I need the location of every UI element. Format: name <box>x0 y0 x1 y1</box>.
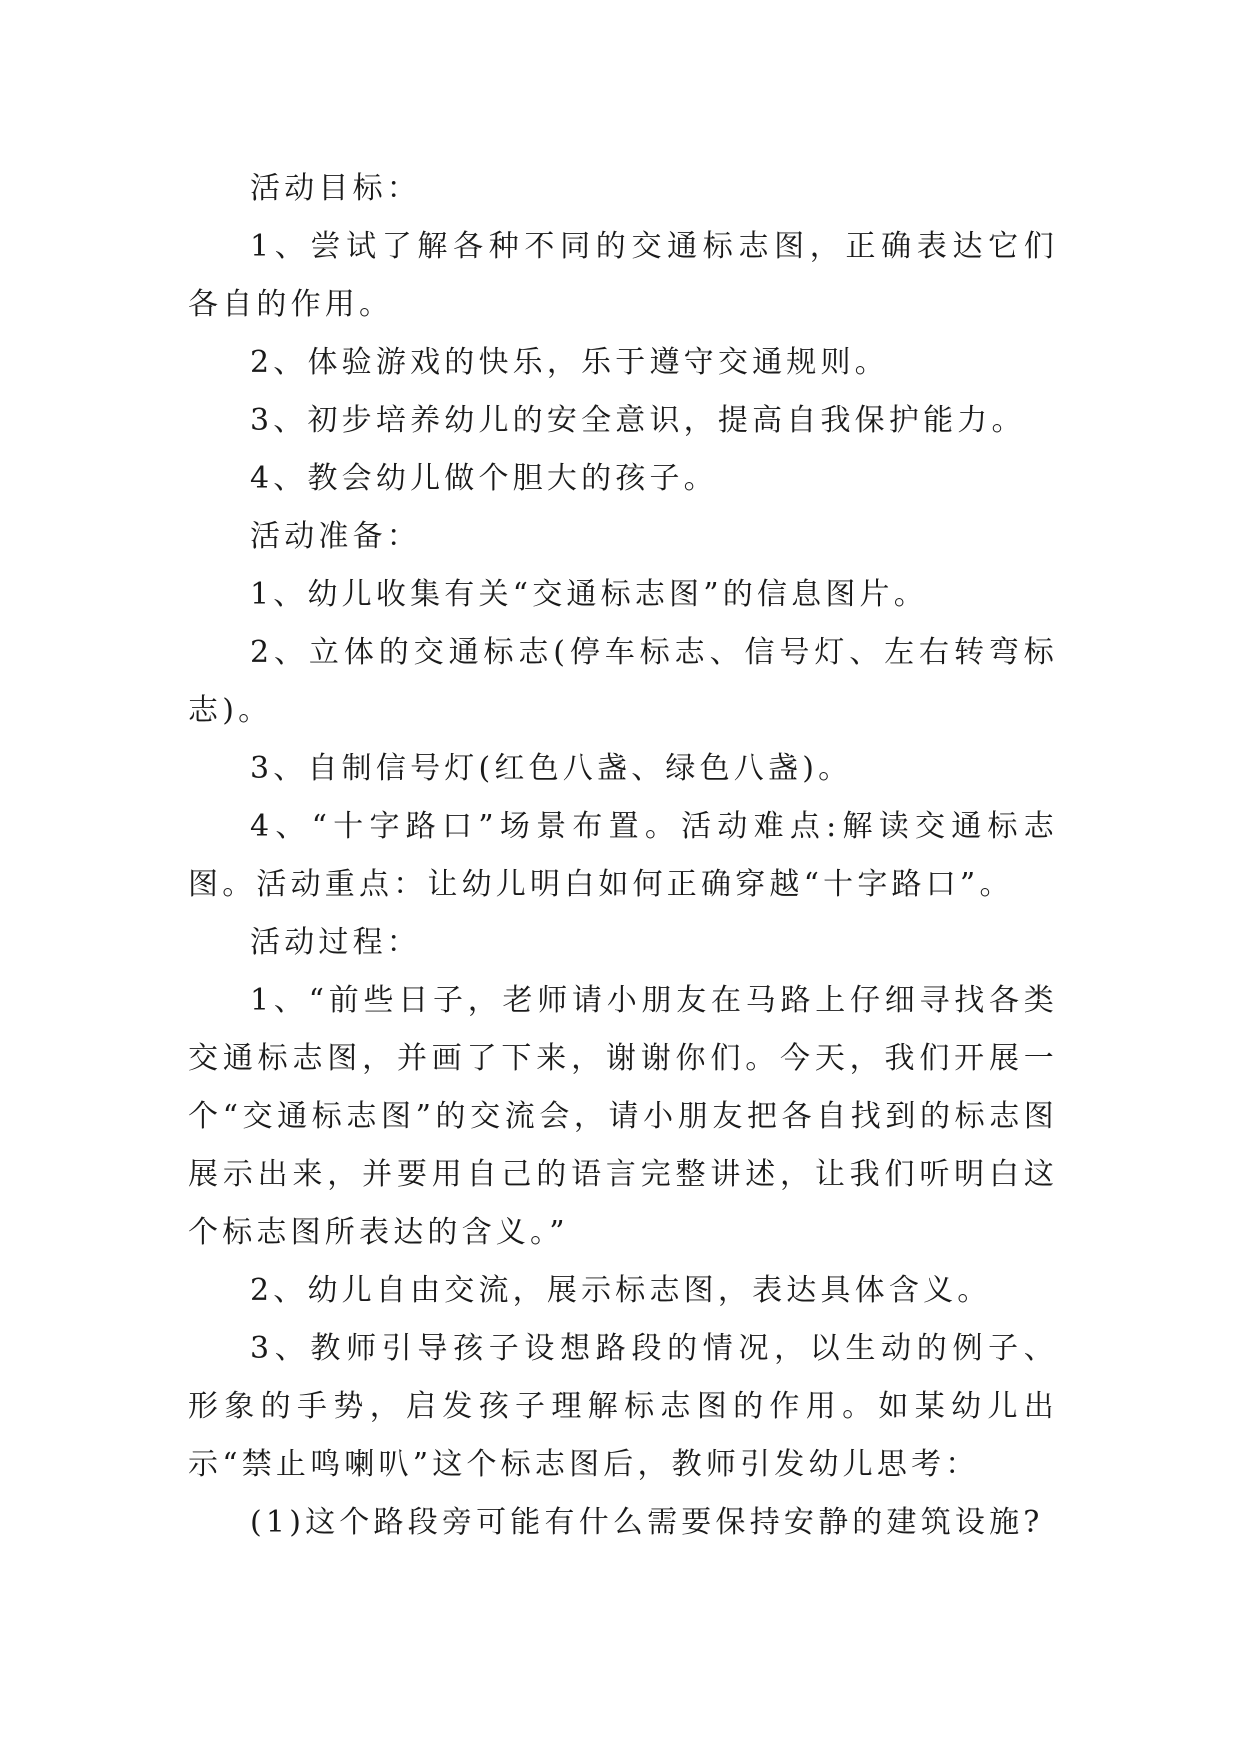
goal-item-4: 4、教会幼儿做个胆大的孩子。 <box>250 461 718 496</box>
document-body <box>188 160 1058 1552</box>
goal-item-1: 1、尝试了解各种不同的交通标志图，正确表达它们各自的作用。 <box>188 229 1058 322</box>
process-subitem-1: (1)这个路段旁可能有什么需要保持安静的建筑设施? <box>250 1505 1044 1540</box>
section-heading-process: 活动过程： <box>250 925 421 960</box>
process-item-1: 1、“前些日子，老师请小朋友在马路上仔细寻找各类交通标志图，并画了下来，谢谢你们。今天，我们开展一个“交通标志图”的交流会，请小朋友把各自找到的标志图展示出来，并要用自己的语言完整讲述，让我们听明白这个标志图所表达的含义。” <box>188 983 1058 1250</box>
preparation-item-3: 3、自制信号灯(红色八盏、绿色八盏)。 <box>250 751 853 786</box>
goal-item-3: 3、初步培养幼儿的安全意识，提高自我保护能力。 <box>250 403 1026 438</box>
process-item-3: 3、教师引导孩子设想路段的情况，以生动的例子、形象的手势，启发孩子理解标志图的作用。如某幼儿出示“禁止鸣喇叭”这个标志图后，教师引发幼儿思考： <box>188 1331 1058 1482</box>
preparation-item-1: 1、幼儿收集有关“交通标志图”的信息图片。 <box>250 577 928 612</box>
preparation-item-4: 4、“十字路口”场景布置。活动难点:解读交通标志图。活动重点：让幼儿明白如何正确穿越“十字路口”。 <box>188 809 1058 902</box>
goal-item-2: 2、体验游戏的快乐，乐于遵守交通规则。 <box>250 345 889 380</box>
preparation-item-2: 2、立体的交通标志(停车标志、信号灯、左右转弯标志)。 <box>188 635 1058 728</box>
section-heading-preparation: 活动准备： <box>250 519 421 554</box>
section-heading-goals: 活动目标： <box>250 171 421 206</box>
process-item-2: 2、幼儿自由交流，展示标志图，表达具体含义。 <box>250 1273 992 1308</box>
